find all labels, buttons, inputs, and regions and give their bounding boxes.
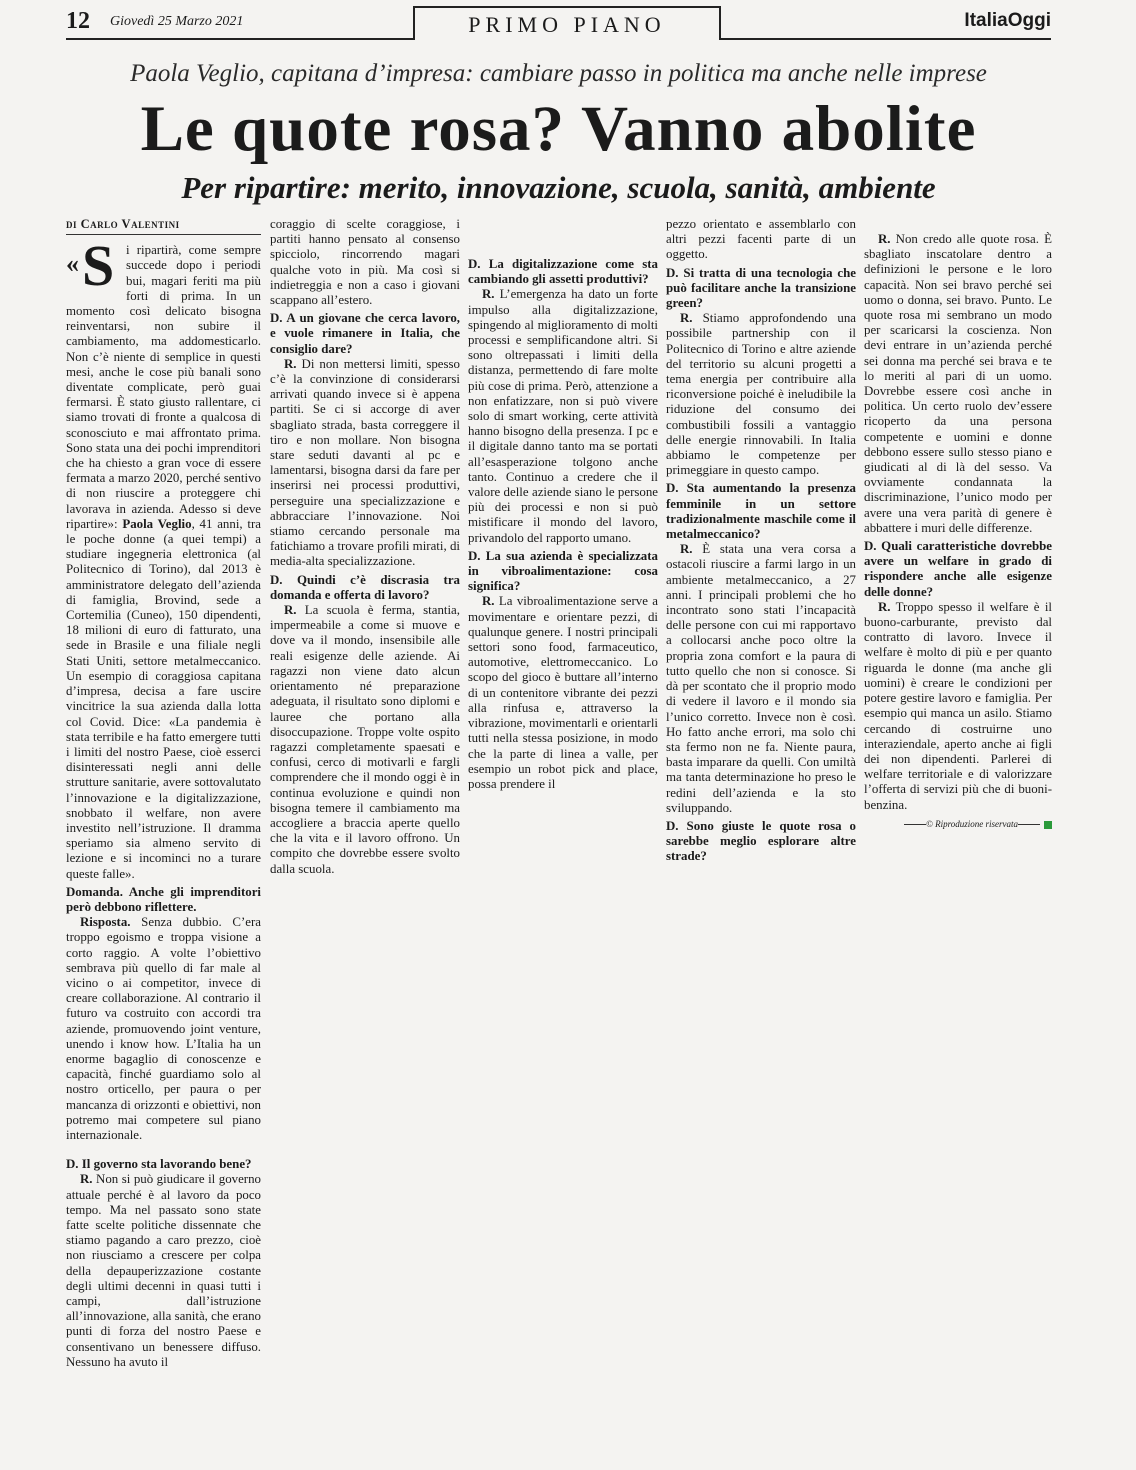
- page-header: [66, 6, 1051, 40]
- article-kicker: Paola Veglio, capitana d’impresa: cambiare passo in politica ma anche nelle imprese: [130, 60, 987, 87]
- answer: [66, 1172, 261, 1370]
- answer-label: Risposta.: [80, 915, 131, 930]
- answer-text: Non credo alle quote rosa. È sbagliato inscatolare dentro a definizioni le persone e le loro capacità. Non sei bravo perché sei uomo o donna, sei bravo. Punto. Le quote rosa mi sembrano un modo per scaricarsi la coscienza. Non devi entrare in un’azienda perché sei donna ma perché sei brava e te lo meriti al pari di un uomo. Dovrebbe essere così anche in politica. Un certo ruolo dev’essere ricoperto da una persona competente e uomini e donne debbono essere sullo stesso piano e giudicati al di là del sesso. Va ovviamente condannata la discriminazione, l’unico modo per avere una vera parità di genere è abbattere i muri delle differenze.: [864, 232, 1052, 535]
- page-number: 12: [66, 8, 90, 34]
- answer: [864, 600, 1052, 813]
- answer-text: Stiamo approfondendo una possibile partnership con il Politecnico di Torino e altre aziende del territorio su alcuni progetti a tema energia per contribuire alla riconversione poiché è ineludibile la riduzione del consumo dei combustibili fossili a vantaggio delle energie rinnovabili. In Italia abbiamo le competenze per primeggiare in questo campo.: [666, 311, 856, 478]
- paragraph: pezzo orientato e assemblarlo con altri pezzi facenti parte di un oggetto.: [666, 217, 856, 262]
- article-column-3: [468, 217, 658, 817]
- end-mark-icon: [1044, 821, 1052, 829]
- paragraph: coraggio di scelte coraggiose, i partiti hanno pensato al consenso spicciolo, rincorrendo magari qualche voto in più. Ma così si indietreggia e non a caso i giovani scappano all’estero.: [270, 217, 460, 308]
- interviewee-name: Paola Veglio: [122, 516, 192, 531]
- dropcap-letter: S: [82, 233, 115, 299]
- question: D. Quali caratteristiche dovrebbe avere un welfare in grado di rispondere anche alle esigenze delle donne?: [864, 539, 1052, 599]
- masthead-logo: ItaliaOggi: [964, 10, 1051, 31]
- copyright-text: © Riproduzione riservata: [926, 818, 1018, 829]
- byline: di Carlo Valentini: [66, 217, 261, 235]
- lead-paragraph: [66, 233, 261, 882]
- answer-label: R.: [284, 356, 297, 371]
- answer: [468, 287, 658, 545]
- copyright-note: [864, 817, 1052, 832]
- dropcap-quote: «: [66, 249, 79, 279]
- question: D. La sua azienda è specializzata in vibroalimentazione: cosa significa?: [468, 548, 658, 594]
- question: D. Sono giuste le quote rosa o sarebbe meglio esplorare altre strade?: [666, 818, 856, 864]
- article-column-4: [666, 217, 856, 864]
- article-column-2: [270, 217, 460, 876]
- answer-text: Non si può giudicare il governo attuale perché è al lavoro da poco tempo. Ma nel passato sono state fatte scelte politiche dissennate che stiamo pagando a caro prezzo, cioè non riusciamo a crescere per colpa della depauperizzazione costante degli ultimi decenni in quasi tutti i campi, dall’istruzione all’innovazione, alla sanità, che erano punti di forza del nostro Paese e consentivano un benessere diffuso. Nessuno ha avuto il: [66, 1172, 261, 1369]
- question: Domanda. Anche gli imprenditori però debbono riflettere.: [66, 884, 261, 914]
- answer-label: R.: [482, 594, 495, 609]
- answer-label: R.: [680, 311, 693, 326]
- issue-date: Giovedì 25 Marzo 2021: [110, 14, 244, 29]
- lead-text-2: , 41 anni, tra le poche donne (a quei tempi) a studiare ingegneria elettronica (al Politecnico di Torino), dal 2013 è amministratore delegato dell’azienda di famiglia, Brovind, sede a Cortemilia (Cuneo), 150 dipendenti, 18 milioni di euro di fatturato, una sede in Brasile e una filiale negli Stati Uniti, settore metalmeccanico. Un esempio di coraggiosa capitana d’impresa, decisa a fare uscire vincitrice la sua azienda dalla lotta col Covid. Dice: «La pandemia è stata terribile e ha fatto emergere tutti i limiti del nostro Paese, cioè esserci disinteressati negli anni delle strutture sanitarie, avere sottovalutato l’innovazione e la digitalizzazione, snobbato il welfare, non avere investito nell’istruzione. Il dramma speriamo sia almeno servito di lezione e si incominci no a turare queste falle».: [66, 516, 261, 881]
- answer: [270, 603, 460, 877]
- answer-text: L’emergenza ha dato un forte impulso alla digitalizzazione, spingendo al miglioramento di molti processi e semplificandone altri. Si sono oltrepassati i limiti della distanza, permettendo di fare molte più cose di prima. Però, attenzione a non enfatizzare, non si può vivere solo di smart working, certe attività hanno bisogno della presenza. I pc e il digitale danno tanto ma se portati all’esasperazione tolgono anche tanto. Continuo a credere che il valore delle aziende siano le persone più dei processi e non si può mistificare il mondo del lavoro, privandolo del rapporto umano.: [468, 287, 658, 545]
- answer-text: Troppo spesso il welfare è il buono-carburante, previsto dal contratto di lavoro. Invece il welfare è molto di più e per quanto riguarda le donne (ma anche gli uomini) è creare le condizioni per potere gestire lavoro e famiglia. Per esempio qui manca un asilo. Stiamo cercando di costruirne uno interaziendale, aperto anche ai figli dei non dipendenti. Parlerei di welfare territoriale e di valorizzare l’offerta di servizi più che di buoni-benzina.: [864, 599, 1052, 812]
- answer-text: Di non mettersi limiti, spesso c’è la convinzione di considerarsi arrivati quando invece si è appena partiti. Se ci si accorge di aver sbagliato strada, basta correggere il tiro e non mollare. Non bisogna stare seduti davanti al pc e lamentarsi, bisogna darsi da fare per inserirsi nei processi produttivi, perseguire una specializzazione e abbracciare l’innovazione. Noi stiamo cercando personale ma fatichiamo a trovare profili mirati, di media-alta specializzazione.: [270, 356, 460, 569]
- answer-text: La vibroalimentazione serve a movimentare e orientare pezzi, di qualunque genere. I nostri principali settori sono food, farmaceutico, automotive, elettromeccanico. Lo scopo del gioco è buttare all’interno di un contenitore vibrante dei pezzi alla rinfusa e, attraverso la vibrazione, movimentarli e orientarli tutti nella stessa posizione, in modo che la parte di linea a valle, per esempio un robot pick and place, possa prendere il: [468, 594, 658, 791]
- answer-label: R.: [878, 599, 891, 614]
- question: D. Si tratta di una tecnologia che può facilitare anche la transizione green?: [666, 265, 856, 311]
- answer-text: Senza dubbio. C’era troppo egoismo e troppa visione a corto raggio. A volte l’obiettivo sembrava più quello di far male al vicino o ai competitor, invece di creare collaborazione. Al contrario il futuro va costruito con accordi tra aziende, promuovendo joint venture, unendo i know how. L’Italia ha un enorme bagaglio di conoscenze e capacità, finché guardiamo solo al nostro orticello, per paura o per mancanza di orizzonti e obiettivi, non potremo mai competere sul piano internazionale.: [66, 915, 261, 1142]
- rule-line: [904, 824, 926, 825]
- answer: [666, 311, 856, 478]
- answer-label: R.: [284, 603, 297, 618]
- question: D. Quindi c’è discrasia tra domanda e offerta di lavoro?: [270, 572, 460, 602]
- answer: [864, 232, 1052, 536]
- answer: [468, 594, 658, 792]
- rule-line: [1018, 824, 1040, 825]
- article-column-5: [864, 217, 1052, 829]
- lead-text: i ripartirà, come sempre succede dopo i periodi bui, magari feriti ma più forti di prima. In un momento così delicato bisogna reinventarsi, non subire il cambiamento, ma addomesticarlo. Non c’è niente di semplice in questi mesi, anche le cose più banali sono diventate complicate, però guai fermarsi. È stato giusto rallentare, ci siamo trovati di fronte a qualcosa di sconosciuto e mai affrontato prima. Sono stata una dei pochi imprenditori che ha chiesto a gran voce di essere fermata a marzo 2020, perché sentivo di non riuscire a proteggere chi lavorava in azienda. Adesso si deve ripartire»:: [66, 243, 261, 531]
- answer-text: La scuola è ferma, stantia, impermeabile a come si muove e dove va il mondo, insensibile alle reali esigenze delle aziende. Ai ragazzi non viene dato alcun orientamento né preparazione adeguata, il risultato sono diplomi e lauree che portano alla disoccupazione. Troppe volte ospito ragazzi completamente spaesati e confusi, cerco di motivarli e fargli comprendere che il mondo oggi è in continua evoluzione e quindi non bisogna temere il cambiamento ma accogliere a braccia aperte quello che la vita e il lavoro offrono. Un compito che dovrebbe essere svolto dalla scuola.: [270, 603, 460, 876]
- answer-label: R.: [680, 542, 693, 557]
- question: D. A un giovane che cerca lavoro, e vuole rimanere in Italia, che consiglio dare?: [270, 311, 460, 356]
- question: D. La digitalizzazione come sta cambiando gli assetti produttivi?: [468, 257, 658, 287]
- answer-label: R.: [878, 232, 891, 246]
- answer-text: È stata una vera corsa a ostacoli riuscire a farmi largo in un ambiente metalmeccanico, a 27 anni. I principali problemi che ho incontrato sono stati l’incapacità delle persone con cui mi rapportavo a collocarsi anche poco oltre la propria zona comfort e la paura di tutto quello che non si conosce. Si dà per scontato che il proprio modo di vedere il lavoro e il mondo sia l’unico corretto. Invece non è così. Ho fatto anche errori, ma solo chi sta fermo non ne fa. Niente paura, basta imparare da quelli. Con umiltà ma tanta determinazione ho preso le redini dell’azienda e la sto sviluppando.: [666, 542, 856, 815]
- question: D. Il governo sta lavorando bene?: [66, 1157, 252, 1172]
- article-subhead: Per ripartire: merito, innovazione, scuola, sanità, ambiente: [181, 170, 936, 205]
- article-column-1: [66, 217, 261, 1457]
- answer: [270, 357, 460, 570]
- section-label: PRIMO PIANO: [413, 6, 721, 40]
- article-headline: Le quote rosa? Vanno abolite: [140, 93, 977, 165]
- answer: [666, 542, 856, 816]
- dropcap: [66, 233, 124, 299]
- answer-label: R.: [482, 287, 495, 302]
- answer-label: R.: [80, 1172, 93, 1187]
- question: D. Sta aumentando la presenza femminile in un settore tradizionalmente maschile come il metalmeccanico?: [666, 481, 856, 542]
- answer: [66, 915, 261, 1143]
